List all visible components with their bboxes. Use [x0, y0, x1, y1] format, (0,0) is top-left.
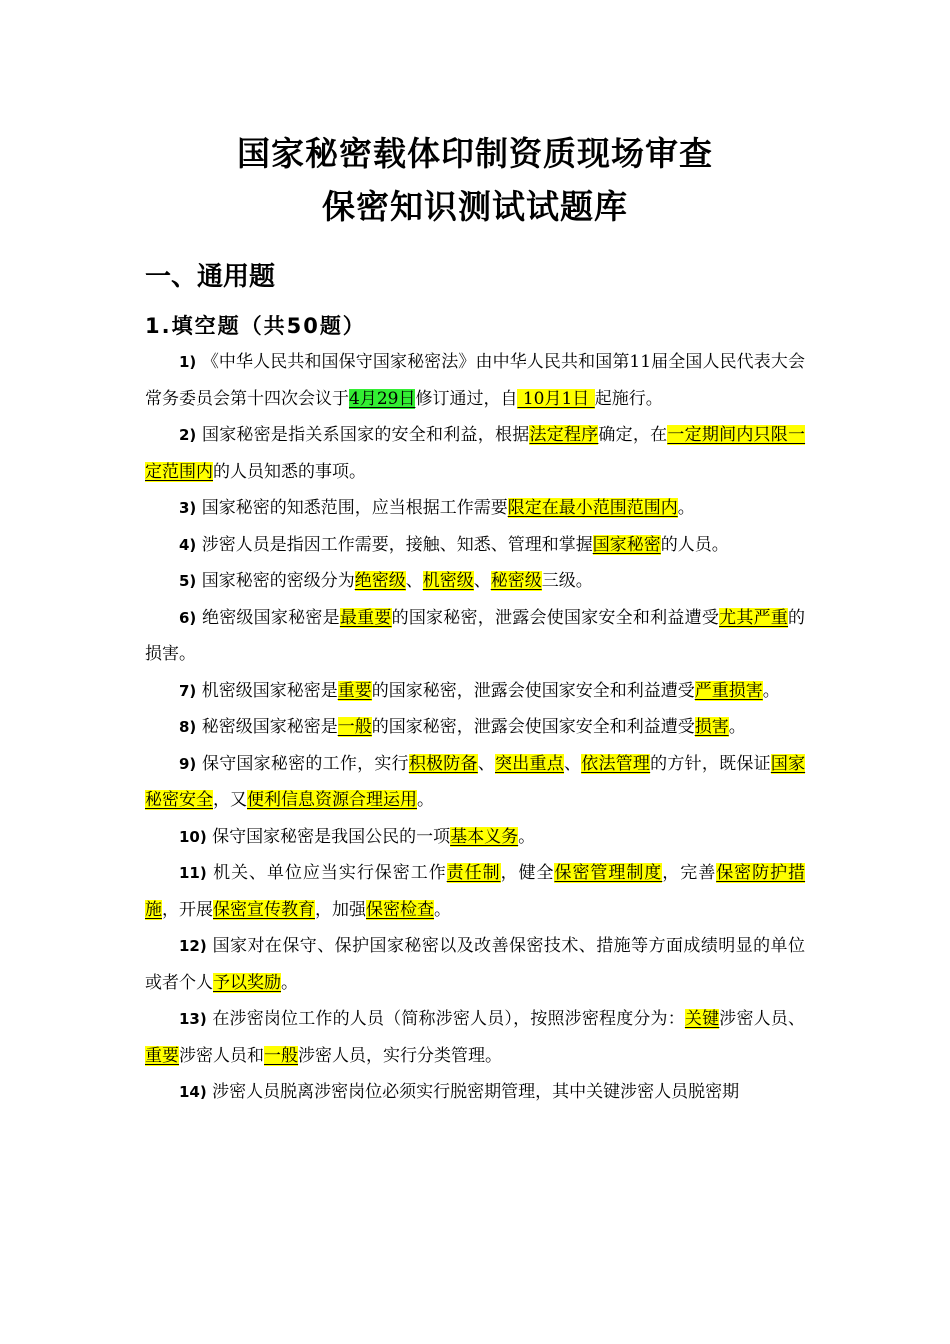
answer-blank: 积极防备 [408, 753, 478, 774]
question-text: 。 [434, 899, 451, 920]
question-text: 机密级国家秘密是 [201, 680, 338, 701]
answer-blank: 机密级 [422, 571, 474, 591]
question-text: 保守国家秘密的工作，实行 [201, 753, 409, 774]
question-text: 涉密人员，实行分类管理。 [298, 1045, 502, 1066]
document-title-line-2: 保密知识测试试题库 [322, 187, 628, 226]
answer-blank: 国家秘密安全 [145, 753, 806, 810]
question-text: ，健全 [500, 863, 555, 883]
answer-blank: 保密检查 [366, 899, 434, 920]
question-2 [145, 417, 805, 490]
question-text: 的损害。 [145, 607, 806, 664]
question-text: 、 [473, 571, 491, 591]
question-6 [145, 600, 805, 673]
question-text: ，加强 [315, 899, 366, 920]
answer-blank: 法定程序 [529, 425, 599, 445]
question-text: 、 [563, 753, 582, 774]
question-4 [145, 527, 805, 564]
question-text: 、 [405, 571, 423, 591]
answer-blank: 损害 [694, 717, 729, 737]
question-text: ，又 [213, 790, 247, 810]
question-text: 修订通过，自 [415, 388, 518, 409]
answer-blank: 一定期间内只限一定范围内 [145, 425, 806, 482]
question-text: 。 [677, 498, 695, 518]
subsection-heading: 1.填空题（共50题） [145, 314, 366, 338]
question-8 [145, 709, 805, 746]
question-text: 涉密人员、 [719, 1009, 806, 1029]
question-text: 起施行。 [594, 388, 663, 409]
answer-blank: 4月29日 [349, 388, 416, 409]
answer-blank: 重要 [145, 1045, 179, 1066]
question-number: 6) [179, 608, 197, 627]
question-9 [145, 746, 805, 819]
question-text: 秘密级国家秘密是 [201, 717, 338, 737]
answer-blank: 限定在最小范围范围内 [507, 498, 678, 518]
question-text: 《中华人民共和国保守国家秘密法》由中华人民共和国第11届全国人民代表大会常务委员会第十四次会议于 [145, 352, 805, 409]
question-number: 8) [179, 718, 197, 736]
question-number: 12) [179, 937, 207, 955]
question-text: 。 [281, 972, 298, 993]
question-text: 机关、单位应当实行保密工作 [213, 863, 447, 883]
answer-blank: 保密管理制度 [554, 863, 663, 883]
question-13 [145, 1001, 805, 1074]
question-number: 2) [179, 426, 197, 444]
question-number: 1) [179, 353, 197, 371]
question-5 [145, 563, 805, 600]
question-11 [145, 855, 805, 928]
question-14 [145, 1074, 805, 1111]
question-7 [145, 673, 805, 710]
question-text: 、 [477, 753, 496, 774]
question-text: 涉密人员和 [179, 1045, 264, 1066]
question-text: 。 [762, 680, 780, 701]
question-text: 国家对在保守、保护国家秘密以及改善保密技术、措施等方面成绩明显的单位或者个人 [145, 936, 805, 993]
question-text: 在涉密岗位工作的人员（简称涉密人员），按照涉密程度分为： [212, 1009, 685, 1029]
question-number: 14) [179, 1083, 207, 1101]
question-text: 绝密级国家秘密是 [201, 607, 340, 628]
answer-blank: 突出重点 [495, 753, 564, 774]
question-text: 涉密人员是指因工作需要，接触、知悉、管理和掌握 [201, 534, 593, 555]
answer-blank: 国家秘密 [592, 534, 661, 555]
question-list [145, 344, 805, 1111]
answer-blank: 依法管理 [581, 753, 651, 774]
question-number: 4) [179, 535, 197, 554]
answer-blank: 秘密级 [490, 571, 542, 591]
question-text: 国家秘密是指关系国家的安全和利益，根据 [201, 425, 530, 445]
question-text: 涉密人员脱离涉密岗位必须实行脱密期管理，其中关键涉密人员脱密期 [212, 1082, 740, 1102]
answer-blank: 10月1日 [517, 388, 595, 409]
question-text: 的国家秘密，泄露会使国家安全和利益遭受 [371, 680, 695, 701]
answer-blank: 重要 [337, 680, 372, 701]
section-heading: 一、通用题 [145, 262, 276, 292]
question-text: 的人员。 [660, 534, 729, 555]
answer-blank: 责任制 [446, 863, 501, 883]
question-text: 国家秘密的知悉范围，应当根据工作需要 [201, 498, 508, 518]
question-text: 的人员知悉的事项。 [213, 461, 366, 482]
question-number: 9) [179, 754, 197, 773]
question-number: 13) [179, 1010, 207, 1028]
answer-blank: 绝密级 [354, 571, 406, 591]
question-text: 的方针，既保证 [650, 753, 771, 774]
answer-blank: 尤其严重 [719, 607, 789, 628]
question-text: 的国家秘密，泄露会使国家安全和利益遭受 [371, 717, 695, 737]
question-number: 10) [179, 827, 207, 846]
question-text: 。 [728, 717, 746, 737]
question-text: 保守国家秘密是我国公民的一项 [212, 826, 451, 847]
question-number: 11) [179, 864, 207, 882]
question-3 [145, 490, 805, 527]
answer-blank: 一般 [264, 1045, 298, 1066]
answer-blank: 一般 [337, 717, 372, 737]
answer-blank: 基本义务 [450, 826, 519, 847]
question-text: 确定，在 [598, 425, 668, 445]
question-text: 。 [518, 826, 536, 847]
answer-blank: 严重损害 [694, 680, 763, 701]
question-12 [145, 928, 805, 1001]
question-text: ，完善 [662, 863, 717, 883]
question-number: 3) [179, 499, 197, 517]
answer-blank: 最重要 [339, 607, 392, 628]
question-number: 7) [179, 681, 197, 700]
question-text: 的国家秘密，泄露会使国家安全和利益遭受 [391, 607, 720, 628]
question-number: 5) [179, 572, 197, 590]
answer-blank: 保密宣传教育 [213, 899, 315, 920]
answer-blank: 保密防护措施 [145, 863, 806, 920]
question-text: 国家秘密的密级分为 [201, 571, 355, 591]
document-title-line-1: 国家秘密载体印制资质现场审查 [237, 134, 713, 173]
question-1 [145, 344, 805, 417]
question-text: ，开展 [162, 899, 213, 920]
question-10 [145, 819, 805, 856]
answer-blank: 关键 [684, 1009, 720, 1029]
answer-blank: 予以奖励 [213, 972, 281, 993]
answer-blank: 便利信息资源合理运用 [247, 790, 417, 810]
question-text: 。 [417, 790, 434, 810]
question-text: 三级。 [541, 571, 593, 591]
